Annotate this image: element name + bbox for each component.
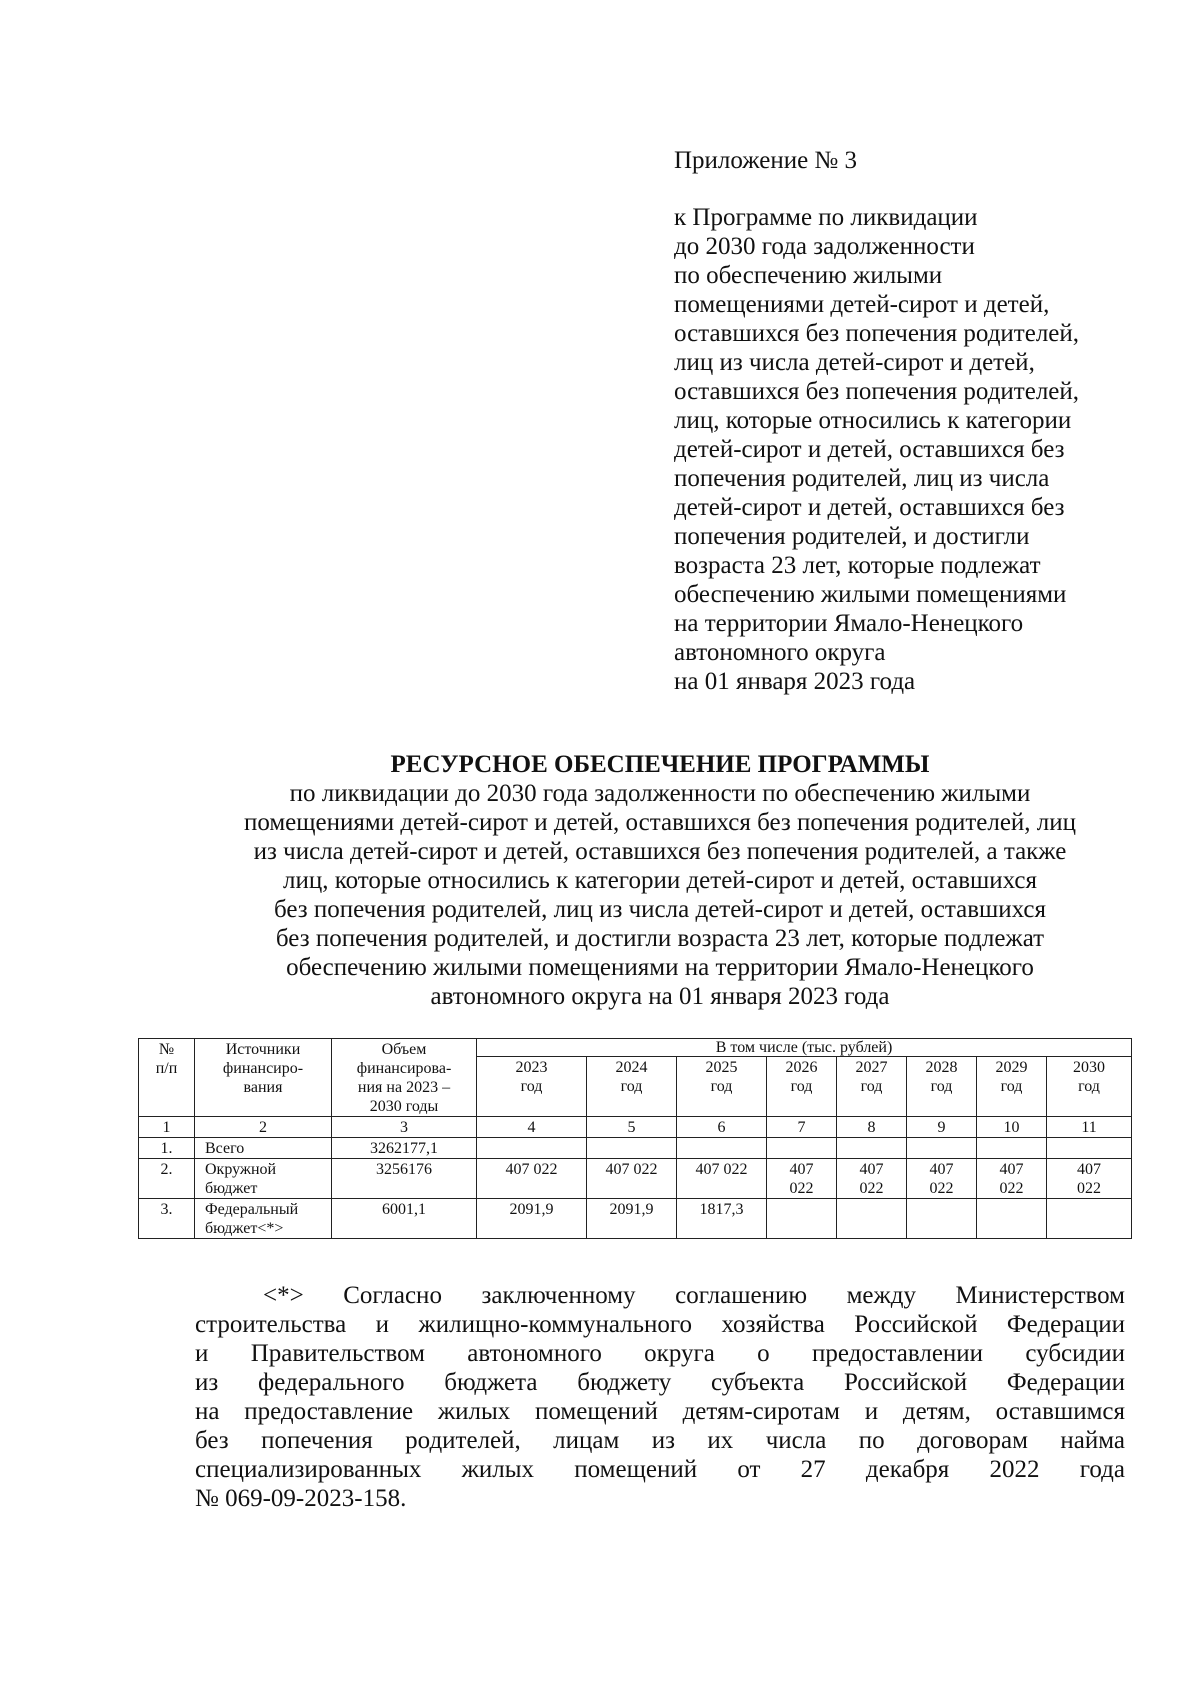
row-value: 407 022 [477, 1159, 587, 1199]
row-value [767, 1138, 837, 1159]
appendix-line: оставшихся без попечения родителей, [674, 378, 1080, 405]
row-value: 407 022 [587, 1159, 677, 1199]
appendix-line: помещениями детей-сирот и детей, [674, 291, 1050, 318]
row-value [1047, 1138, 1132, 1159]
row-value [587, 1138, 677, 1159]
row-source: Окружной бюджет [195, 1159, 332, 1199]
header-year: 2024 год [587, 1057, 677, 1117]
row-value [907, 1199, 977, 1239]
column-number: 8 [837, 1117, 907, 1138]
heading-line: по ликвидации до 2030 года задолженности по обеспечению жилыми [289, 780, 1031, 807]
appendix-line: на 01 января 2023 года [674, 668, 916, 695]
row-value: 407 022 [677, 1159, 767, 1199]
table-column-numbers-row [139, 1117, 1132, 1138]
row-source: Федеральный бюджет<*> [195, 1199, 332, 1239]
appendix-line: возраста 23 лет, которые подлежат [674, 552, 1041, 579]
appendix-block [674, 146, 1134, 696]
column-number: 1 [139, 1117, 195, 1138]
footnote-line: специализированных жилых помещений от 27 декабря 2022 года [195, 1456, 1125, 1483]
table-row [139, 1159, 1132, 1199]
column-number: 6 [677, 1117, 767, 1138]
footnote-line: и Правительством автономного округа о предоставлении субсидии [195, 1340, 1125, 1367]
header-year: 2026 год [767, 1057, 837, 1117]
column-number: 5 [587, 1117, 677, 1138]
row-value [477, 1138, 587, 1159]
heading-line: из числа детей-сирот и детей, оставшихся без попечения родителей, а также [253, 838, 1067, 865]
appendix-line: попечения родителей, и достигли [674, 523, 1030, 550]
heading-line: обеспечению жилыми помещениями на территории Ямало-Ненецкого [286, 954, 1034, 981]
row-volume: 6001,1 [332, 1199, 477, 1239]
row-value [767, 1199, 837, 1239]
appendix-line: лиц из числа детей-сирот и детей, [674, 349, 1035, 376]
header-including: В том числе (тыс. рублей) [477, 1039, 1132, 1057]
row-value [837, 1199, 907, 1239]
appendix-line: оставшихся без попечения родителей, [674, 320, 1080, 347]
row-value [837, 1138, 907, 1159]
table-header-row [139, 1039, 1132, 1057]
row-value: 2091,9 [587, 1199, 677, 1239]
row-value [907, 1138, 977, 1159]
appendix-line: попечения родителей, лиц из числа [674, 465, 1050, 492]
appendix-line: автономного округа [674, 639, 886, 666]
row-num: 2. [139, 1159, 195, 1199]
heading-line: без попечения родителей, и достигли возраста 23 лет, которые подлежат [275, 925, 1045, 952]
column-number: 10 [977, 1117, 1047, 1138]
row-value [977, 1138, 1047, 1159]
row-value: 407 022 [837, 1159, 907, 1199]
column-number: 7 [767, 1117, 837, 1138]
header-year: 2028 год [907, 1057, 977, 1117]
row-value: 1817,3 [677, 1199, 767, 1239]
footnote-line: из федерального бюджета бюджету субъекта Российской Федерации [195, 1369, 1125, 1396]
appendix-line: по обеспечению жилыми [674, 262, 943, 289]
footnote-line: строительства и жилищно-коммунального хозяйства Российской Федерации [195, 1311, 1125, 1338]
heading-title: РЕСУРСНОЕ ОБЕСПЕЧЕНИЕ ПРОГРАММЫ [390, 751, 930, 778]
row-num: 3. [139, 1199, 195, 1239]
row-value: 407 022 [767, 1159, 837, 1199]
funding-table [138, 1038, 1132, 1239]
appendix-line: детей-сирот и детей, оставшихся без [674, 436, 1065, 463]
program-heading [130, 750, 1190, 1011]
row-volume: 3256176 [332, 1159, 477, 1199]
footnote [195, 1281, 1125, 1513]
heading-line: автономного округа на 01 января 2023 года [430, 983, 890, 1010]
footnote-line: <*> Согласно заключенному соглашению между Министерством [263, 1282, 1125, 1309]
table-row [139, 1138, 1132, 1159]
row-volume: 3262177,1 [332, 1138, 477, 1159]
table-row [139, 1199, 1132, 1239]
footnote-line: без попечения родителей, лицам из их числа по договорам найма [195, 1427, 1125, 1454]
appendix-line: лиц, которые относились к категории [674, 407, 1072, 434]
header-year: 2030 год [1047, 1057, 1132, 1117]
appendix-line: обеспечению жилыми помещениями [674, 581, 1067, 608]
row-value [677, 1138, 767, 1159]
header-num: № п/п [139, 1039, 195, 1117]
column-number: 9 [907, 1117, 977, 1138]
column-number: 4 [477, 1117, 587, 1138]
header-year: 2027 год [837, 1057, 907, 1117]
header-source: Источники финансиро- вания [195, 1039, 332, 1117]
header-year: 2029 год [977, 1057, 1047, 1117]
header-year: 2025 год [677, 1057, 767, 1117]
column-number: 2 [195, 1117, 332, 1138]
heading-line: без попечения родителей, лиц из числа детей-сирот и детей, оставшихся [273, 896, 1047, 923]
appendix-line: детей-сирот и детей, оставшихся без [674, 494, 1065, 521]
appendix-line: к Программе по ликвидации [674, 204, 978, 231]
header-year: 2023 год [477, 1057, 587, 1117]
row-source: Всего [195, 1138, 332, 1159]
appendix-line: на территории Ямало-Ненецкого [674, 610, 1024, 637]
row-value: 2091,9 [477, 1199, 587, 1239]
row-value [977, 1199, 1047, 1239]
appendix-title: Приложение № 3 [674, 147, 858, 174]
appendix-line: до 2030 года задолженности [674, 233, 975, 260]
row-value [1047, 1199, 1132, 1239]
row-value: 407 022 [1047, 1159, 1132, 1199]
heading-line: лиц, которые относились к категории детей-сирот и детей, оставшихся [282, 867, 1038, 894]
column-number: 3 [332, 1117, 477, 1138]
footnote-line: № 069-09-2023-158. [195, 1485, 407, 1512]
header-volume: Объем финансирова- ния на 2023 – 2030 годы [332, 1039, 477, 1117]
footnote-line: на предоставление жилых помещений детям-сиротам и детям, оставшимся [195, 1398, 1125, 1425]
row-value: 407 022 [907, 1159, 977, 1199]
heading-line: помещениями детей-сирот и детей, оставшихся без попечения родителей, лиц [243, 809, 1077, 836]
row-value: 407 022 [977, 1159, 1047, 1199]
row-num: 1. [139, 1138, 195, 1159]
column-number: 11 [1047, 1117, 1132, 1138]
